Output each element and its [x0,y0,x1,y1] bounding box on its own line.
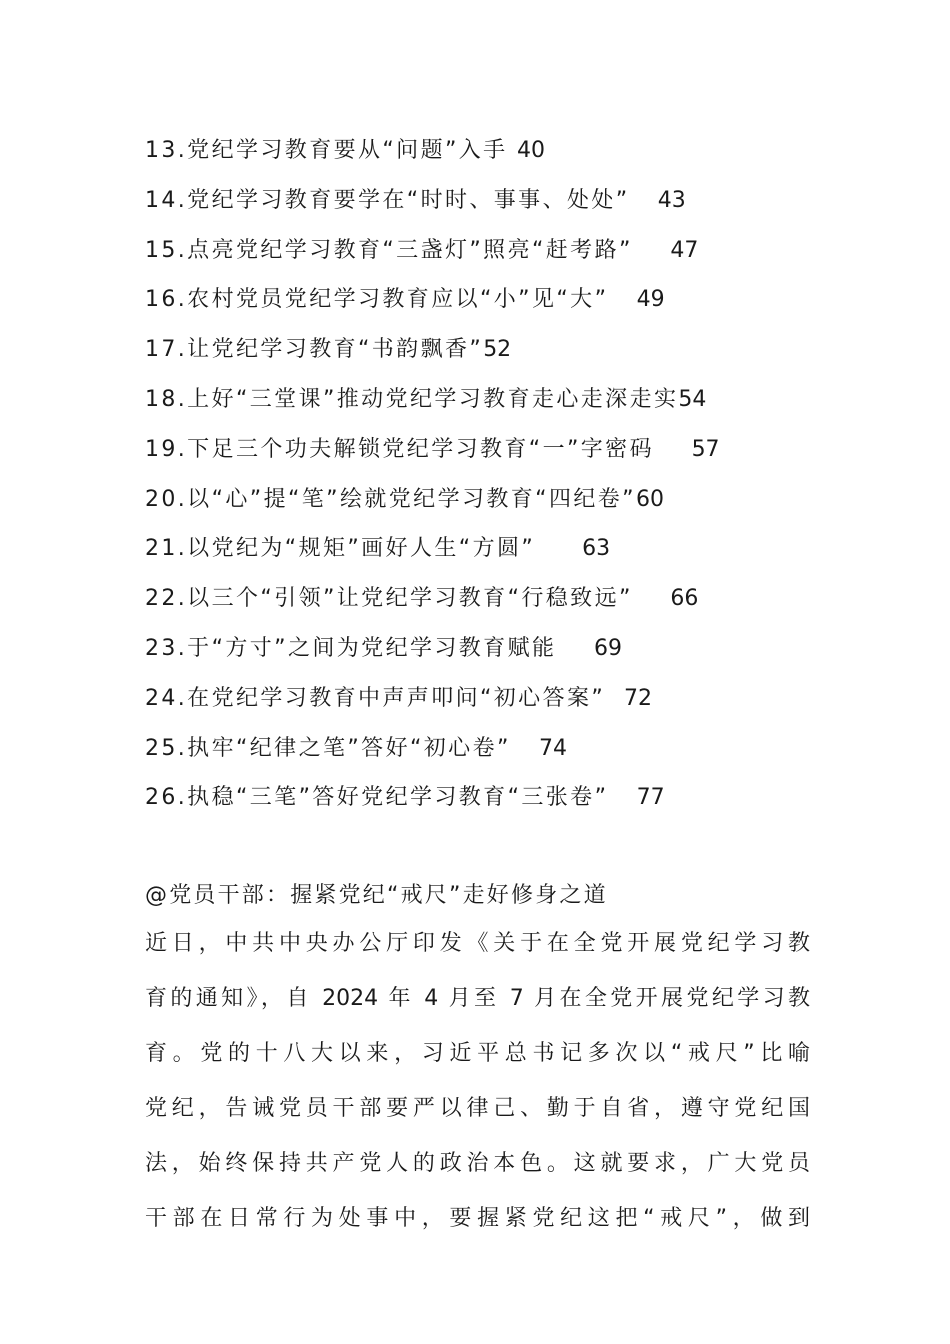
toc-item-page: 52 [483,337,512,363]
toc-item-page: 66 [670,586,699,612]
toc-item-page: 77 [636,785,665,811]
toc-item-separator [605,686,624,711]
toc-item[interactable] [145,529,825,579]
toc-item[interactable] [145,430,825,480]
article [145,868,810,1246]
toc-item[interactable] [145,579,825,629]
toc-item[interactable] [145,480,825,530]
toc-item-title: 16.农村党员党纪学习教育应以“小”见“大” [145,287,609,313]
table-of-contents [145,131,825,828]
toc-item-page: 63 [582,536,611,562]
toc-item-separator [511,736,539,761]
toc-item-separator [608,287,636,312]
toc-item-separator [535,536,582,561]
toc-item-title: 22.以三个“引领”让党纪学习教育“行稳致远” [145,586,633,612]
toc-item-page: 72 [623,685,652,711]
paragraph-line: 党纪，告诫党员干部要严以律己、勤于自省，遵守党纪国 [145,1096,810,1121]
paragraph-line: 育的通知》，自 2024 年 4 月至 7 月在全党开展党纪学习教 [145,986,810,1011]
toc-item-page: 69 [593,635,622,661]
toc-item[interactable] [145,231,825,281]
paragraph-line: 育。党的十八大以来，习近平总书记多次以“戒尺”比喻 [145,1041,810,1066]
toc-item-separator [508,138,517,163]
toc-item-title: 20.以“心”提“笔”绘就党纪学习教育“四纪卷” [145,486,636,512]
toc-item-separator [608,785,636,810]
toc-item-title: 13.党纪学习教育要从“问题”入手 [145,138,508,163]
toc-item[interactable] [145,729,825,779]
toc-item-page: 57 [691,436,720,462]
toc-item-page: 47 [670,237,699,263]
toc-item-title: 14.党纪学习教育要学在“时时、事事、处处” [145,187,630,213]
toc-item-title: 15.点亮党纪学习教育“三盏灯”照亮“赶考路” [145,237,633,263]
toc-item-title: 25.执牢“纪律之笔”答好“初心卷” [145,735,511,761]
paragraph-line: 法，始终保持共产党人的政治本色。这就要求，广大党员 [145,1151,810,1176]
toc-item-separator [633,586,671,611]
paragraph-line: 近日，中共中央办公厅印发《关于在全党开展党纪学习教 [145,931,810,956]
toc-item[interactable] [145,181,825,231]
toc-item-separator [633,238,671,263]
toc-item[interactable] [145,380,825,430]
toc-item-title: 24.在党纪学习教育中声声叩问“初心答案” [145,685,606,711]
toc-item-title: 23.于“方寸”之间为党纪学习教育赋能 [145,635,557,661]
toc-item-title: 26.执稳“三笔”答好党纪学习教育“三张卷” [145,785,609,811]
toc-item-title: 19.下足三个功夫解锁党纪学习教育“一”字密码 [145,436,654,462]
toc-item-page: 40 [517,138,545,163]
toc-item[interactable] [145,629,825,679]
toc-item-separator [630,188,658,213]
toc-item[interactable] [145,679,825,729]
toc-item-separator [654,437,692,462]
toc-item-separator [556,636,594,661]
toc-item-page: 54 [678,386,707,412]
toc-item-page: 74 [538,735,567,761]
toc-item-page: 43 [657,187,686,213]
toc-item-page: 49 [636,287,665,313]
toc-item[interactable] [145,131,825,181]
article-title: @党员干部：握紧党纪“戒尺”走好修身之道 [145,883,608,908]
toc-item-title: 18.上好“三堂课”推动党纪学习教育走心走深走实 [145,386,679,412]
toc-item[interactable] [145,778,825,828]
toc-item-title: 17.让党纪学习教育“书韵飘香” [145,337,484,363]
toc-item[interactable] [145,330,825,380]
toc-item[interactable] [145,280,825,330]
toc-item-title: 21.以党纪为“规矩”画好人生“方圆” [145,536,536,562]
toc-item-page: 60 [635,486,664,512]
paragraph-line: 干部在日常行为处事中，要握紧党纪这把“戒尺”，做到 [145,1206,810,1231]
